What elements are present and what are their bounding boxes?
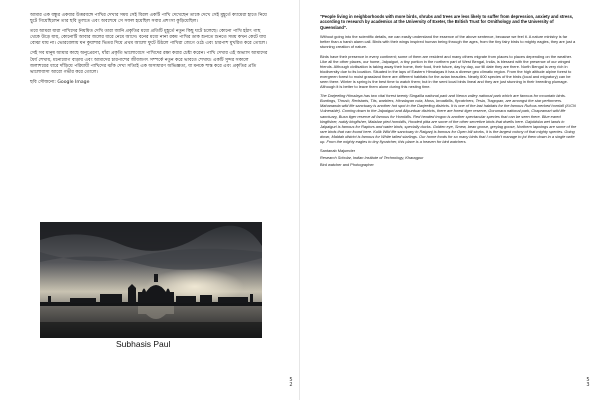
- research-quote: "People living in neighborhoods with more birds, shrubs and trees are less likely to suffer from depression, anxiety and stress, according to research by academics at the University of Exeter, the British Trust for Ornithology and the University of Queensland".: [320, 14, 574, 30]
- right-page: [300, 0, 600, 400]
- english-text-block: [320, 14, 578, 169]
- author-role: Bird watcher and Photographer: [320, 162, 374, 168]
- english-paragraph-1: Without going into the scientific details, we can easily understand the essence of the above sentence, because we feel it. A nature ministry is far better than a harsh alarm call. Birds with their wings inspired human being through the ages, from the tiny fairy birds to mighty eagles, they are just a stunning creation of nature.: [320, 34, 576, 50]
- page-number-left: 5 2: [289, 377, 293, 388]
- english-paragraph-darjeeling: The Darjeeling Himalaya has two vital forest twenty Singalila national park and Neora valley national park which are famous for mountain birds. Buntings, Thrush, Redstarts, Tits, warblers, Himalayan cuta, Moss, broadbills, flycatchers, Tesia, Tragopan, are amongst the star performers. Mahananda wild life sanctuary is another hot spot in the Darjeeling districts. It is one of the last habitats for the famous Rufous necked hornbill (IUCN Vulnerable). Coming down to the Jalpaiguri and Alipurduar districts, there are forest tiger reserve, Gorumara national park, Chapramari wild life sanctuary, Buxa tiger reserve all famous for Hornbills. Red headed trogon is another spectacular species that can be seen there. Blue eared kingfisher, ruddy kingfisher, Malabar pied hornbills, Hooded pitta are some of the other secretive birds that dwells here. Gajoldoba wet lands in Jalpaiguri is famous for Raptors and water birds, specially ducks. Golden eye, Smew, bean goose, greylag goose, Northern lapwings are some of the rare birds that can found here. Kulik Wild life sanctuary in Raiganj is famous for Open bill storks, it is the largest colony of that mighty species. Going down, Maldah district is famous for White tailed starlings. Our home foods for so many birds that I couldn't manage to jot them down in a single write up. From the mighty eagles to tiny flycatcher, this place is a heaven for bird watchers.: [320, 93, 577, 144]
- author-title: Research Scholar, Indian Institute of Technology, Kharagpur: [320, 155, 424, 161]
- page-number-right: 5 3: [586, 377, 590, 388]
- bengali-text-block: [30, 13, 268, 90]
- bengali-paragraph-1: আমার এক বন্ধুর একবার উত্তরবঙ্গে পাখির দেখার সময় সেই বিরল একটি পাখি দেখেছেন তাকে দেখে সেই মুহূর্তে ক্যামেরা হাতে নিয়ে ছুটে গিয়েছিলেন তার ছবি তুলতে এবং অবশেষে সে সফল হয়েছিল সবার প্রশংসা কুড়িয়েছিল।: [30, 13, 267, 25]
- author-name: Santanab Majumder: [320, 148, 356, 154]
- photo-caption: Subhasis Paul: [116, 339, 171, 349]
- image-credit: ছবি সৌজন্যে: Google Image: [30, 79, 90, 85]
- bengali-paragraph-2: তবে আমরা যারা পাখিদের নিয়মিত দেখি তারা জানি প্রকৃতির মধ্যে প্রতিটি মুহূর্তে নতুন কিছু ঘটে চলেছে। কোনো পাখি হঠাৎ গাছ থেকে উড়ে যায়, কোনোটি আবার জলের ধারে নেমে আসে। বনের মধ্যে নানা রকম পাখির ডাক শুনতে শুনতে সময় কখন কেটে যায় বোঝা যায় না। ভোরবেলায় ঘন কুয়াশার ভিতর দিয়ে প্রথম আলো ফুটে উঠলে পাখিরা জেগে ওঠে এবং চারপাশ মুখরিত করে তোলে।: [30, 29, 267, 47]
- english-paragraph-2: Birds have their presence in every continent; some of them are resident and many others migrate from places to places depending on the weather. Like all the other places, our home, Jalpaiguri, a tiny portion in the northern part of West Bengal, India, is blessed with the presence of our winged friends. Although civilisation is taking away their home, their food, their future, day by day, our till date they are there. North Bengal is very rich in biodiversity due to its location. Situated in the laps of Eastern Himalayas it has a diverse geo climatic region. From the high altitude alpine forest to evergreen forest to moist grassland there are different habitats for the avian beauties. Nearly 600 species of the birds (local and migratory) can be seen there. Winter is spring is the best time to watch them; but in the semi local birds lineal and they are just stunning in their breeding plumage. Although it is better to leave them alone during this nesting time.: [320, 53, 572, 90]
- landscape-photo: [40, 222, 262, 338]
- bengali-paragraph-3: সেই সব মানুষ আমার কাছে অনুপ্রেরণা, যাঁরা প্রকৃতি ভালোবেসে পাখিদের রক্ষা করার চেষ্টা করেন। পাখি দেখার এই অভ্যাস আমাদের ধৈর্য শেখায়, মনোযোগ বাড়ায় এবং আমাদের চারপাশের জীবজগৎ সম্পর্কে নতুন করে ভাবতে শেখায়। একটি সুন্দর সকালে জলাশয়ের ধারে দাঁড়িয়ে পরিযায়ী পাখিদের ঝাঁক দেখা সত্যিই এক অসাধারণ অভিজ্ঞতা, যা মনকে শান্ত করে এবং প্রকৃতির প্রতি ভালোবাসা আরো গভীর করে তোলে।: [30, 51, 268, 75]
